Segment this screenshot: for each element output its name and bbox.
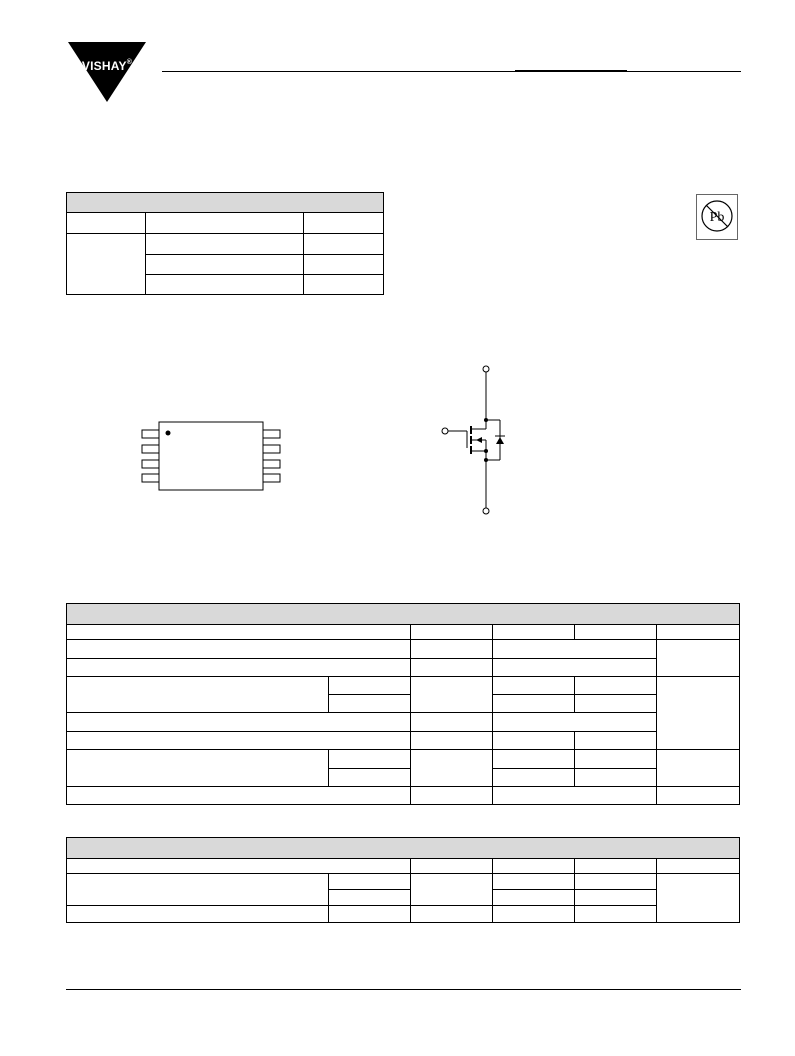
- table-cell: [411, 787, 493, 805]
- so8-package-diagram: [138, 420, 284, 494]
- table-cell: [411, 750, 493, 787]
- table-cell: [411, 659, 493, 677]
- table-cell: [67, 213, 146, 234]
- table-cell: [657, 625, 740, 640]
- svg-text:Pb: Pb: [709, 210, 725, 225]
- table-cell: [304, 234, 384, 255]
- table-cell: [493, 732, 575, 750]
- table-cell: [329, 874, 411, 890]
- table-cell: [67, 874, 329, 906]
- table-cell: [575, 859, 657, 874]
- table-cell: [329, 695, 411, 713]
- table-cell: [67, 732, 411, 750]
- table-cell: [329, 750, 411, 769]
- table-cell: [575, 906, 657, 923]
- table-cell: [411, 640, 493, 659]
- table-header: [67, 838, 740, 859]
- ratings-table: [66, 603, 740, 805]
- table-cell: [493, 890, 575, 906]
- table-cell: [657, 859, 740, 874]
- table-cell: [575, 677, 657, 695]
- table-cell: [411, 874, 493, 906]
- table-cell: [329, 677, 411, 695]
- table-cell: [493, 713, 657, 732]
- table-cell: [411, 677, 493, 713]
- table-header: [67, 604, 740, 625]
- table-cell: [493, 677, 575, 695]
- header-rule-accent: [515, 70, 627, 72]
- table-cell: [67, 713, 411, 732]
- table-cell: [67, 625, 411, 640]
- table-cell: [493, 625, 575, 640]
- table-cell: [67, 677, 329, 713]
- table-header: [67, 193, 384, 213]
- table-cell: [657, 640, 740, 677]
- table-cell: [575, 695, 657, 713]
- table-cell: [657, 787, 740, 805]
- table-cell: [575, 750, 657, 769]
- table-cell: [493, 769, 575, 787]
- table-cell: [493, 659, 657, 677]
- table-cell: [67, 234, 146, 295]
- table-cell: [411, 732, 493, 750]
- table-cell: [493, 695, 575, 713]
- product-summary-table: [66, 192, 384, 295]
- table-cell: [146, 275, 304, 295]
- table-cell: [411, 713, 493, 732]
- table-cell: [575, 874, 657, 890]
- table-cell: [657, 874, 740, 923]
- table-cell: [411, 625, 493, 640]
- table-cell: [575, 769, 657, 787]
- table-cell: [575, 625, 657, 640]
- table-cell: [146, 234, 304, 255]
- table-cell: [67, 906, 329, 923]
- table-cell: [493, 640, 657, 659]
- table-cell: [67, 640, 411, 659]
- table-cell: [411, 859, 493, 874]
- table-cell: [575, 890, 657, 906]
- table-cell: [575, 732, 657, 750]
- table-cell: [657, 750, 740, 787]
- table-cell: [493, 874, 575, 890]
- table-cell: [67, 750, 329, 787]
- table-cell: [329, 769, 411, 787]
- footer-rule: [66, 989, 741, 990]
- mosfet-schematic: [436, 362, 516, 518]
- table-cell: [493, 750, 575, 769]
- table-cell: [329, 906, 411, 923]
- thermal-table: [66, 837, 740, 923]
- table-cell: [411, 906, 493, 923]
- table-cell: [146, 255, 304, 275]
- table-cell: [493, 787, 657, 805]
- table-cell: [329, 890, 411, 906]
- table-cell: [67, 859, 411, 874]
- table-cell: [67, 787, 411, 805]
- table-cell: [304, 213, 384, 234]
- table-cell: [493, 906, 575, 923]
- header-rule: [162, 71, 741, 72]
- table-cell: [67, 659, 411, 677]
- table-cell: [493, 859, 575, 874]
- table-cell: [304, 275, 384, 295]
- table-cell: [146, 213, 304, 234]
- table-cell: [657, 677, 740, 750]
- logo-text: VISHAY®: [81, 59, 133, 73]
- table-cell: [304, 255, 384, 275]
- lead-free-pb-icon: [696, 194, 738, 240]
